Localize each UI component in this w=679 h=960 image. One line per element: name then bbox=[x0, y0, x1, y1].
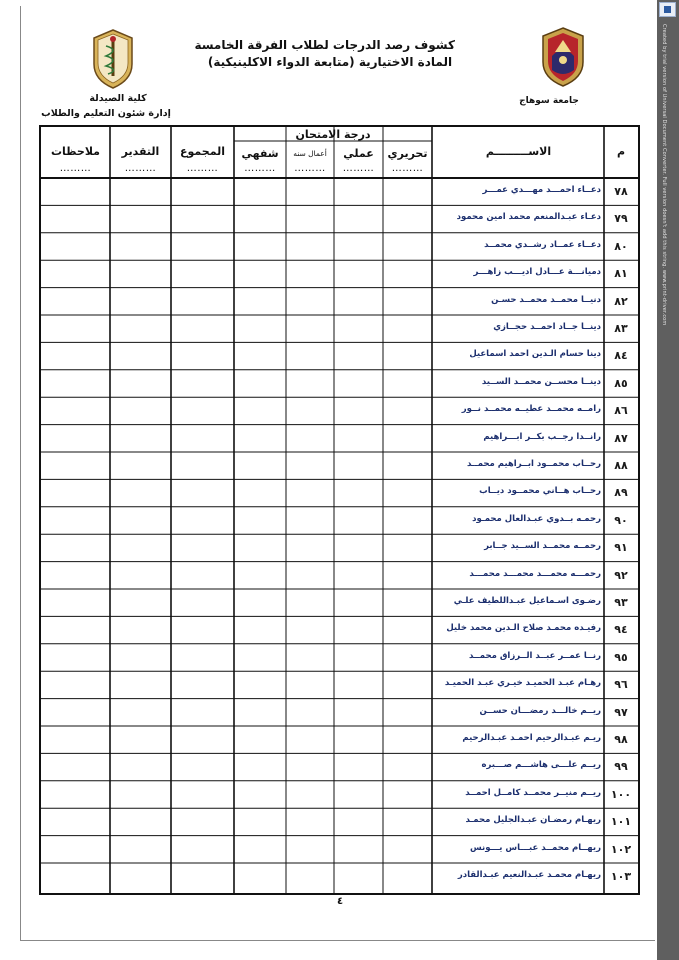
student-name: ريــم منيــر محمــد كامــل احمــد bbox=[465, 787, 601, 798]
student-name: دينــا جــاد احمــد حجــازي bbox=[493, 322, 601, 332]
column-header-yearwork: أعمال سنه bbox=[293, 149, 327, 158]
row-number: ٨٦ bbox=[614, 404, 628, 418]
student-name: دعـاء عبـدالمنعم محمد امين محمود bbox=[456, 212, 601, 223]
row-number: ٨٠ bbox=[614, 239, 628, 253]
row-number: ١٠٢ bbox=[610, 842, 632, 856]
row-number: ٩٢ bbox=[614, 568, 628, 582]
student-name: رامــه محمــد عطيــه محمــد نــور bbox=[461, 404, 601, 415]
dotted-blank: ……… bbox=[294, 163, 326, 174]
dotted-blank: ……… bbox=[124, 163, 157, 174]
student-name: رحمـــه محمـــد محمـــد محمـــد bbox=[469, 568, 601, 579]
column-header-written: تحريري bbox=[387, 147, 428, 160]
row-number: ٨٣ bbox=[614, 322, 628, 335]
dotted-blank: ……… bbox=[186, 163, 219, 174]
student-name: ريهـام محمـد عبـدالنعيم عبـدالقادر bbox=[457, 870, 601, 880]
row-number: ١٠٣ bbox=[610, 870, 632, 883]
page-subtitle: المادة الاختيارية (متابعة الدواء الاكلينيكية) bbox=[207, 55, 453, 69]
page-number: ٤ bbox=[336, 896, 344, 907]
row-number: ٨٩ bbox=[614, 486, 628, 500]
row-number: ٨٤ bbox=[614, 349, 628, 363]
row-number: ٨٥ bbox=[614, 376, 628, 390]
university-logo-icon bbox=[540, 26, 586, 88]
column-header-practical: عملي bbox=[343, 147, 374, 160]
faculty-logo-icon bbox=[90, 28, 136, 90]
student-name: ريــم خالـــد رمضـــان حســن bbox=[479, 705, 601, 716]
row-number: ١٠١ bbox=[610, 815, 632, 829]
student-name: دميانـــة عـــادل اديـــب زاهـــر bbox=[473, 267, 601, 278]
affairs-department: إدارة شئون التعليم والطلاب bbox=[41, 108, 171, 119]
column-header-notes: ملاحظات bbox=[51, 145, 100, 158]
row-number: ٩٦ bbox=[614, 678, 628, 692]
row-number: ٩٧ bbox=[614, 705, 628, 719]
row-number: ٨٨ bbox=[614, 459, 628, 472]
student-name: ريهــام محمــد عبـــاس يـــونس bbox=[470, 842, 601, 853]
student-name: دنيــا محمــد محمــد حسـن bbox=[491, 294, 601, 305]
page-title: كشوف رصد الدرجات لطلاب الفرقة الخامسة bbox=[194, 38, 455, 52]
row-number: ٩٤ bbox=[614, 623, 628, 637]
column-header-name: الاســـــــــم bbox=[485, 145, 552, 158]
student-name: رفيـده محمـد صلاح الـدين محمد خليل bbox=[446, 623, 601, 634]
row-number: ٧٩ bbox=[614, 212, 628, 226]
row-number: ٩٣ bbox=[614, 596, 628, 609]
row-number: ٧٨ bbox=[614, 185, 628, 198]
student-name: ريـم عبـدالرحيم احمـد عبـدالرحيم bbox=[462, 733, 601, 743]
student-name: رحمـه بــدوي عبـدالعال محمـود bbox=[472, 513, 601, 524]
student-name: رحــاب هــاني محمــود ديــاب bbox=[479, 486, 601, 497]
student-name: دينــا محســن محمــد الســيد bbox=[481, 376, 601, 387]
watermark-text: Created by trial version of Universal Document Converter. Full version doesn't add this string. www.print-driver.com bbox=[661, 24, 667, 326]
dotted-blank: ……… bbox=[244, 163, 276, 174]
student-name: رحــاب محمــود ابــراهيم محمــد bbox=[467, 459, 601, 469]
student-name: دينا حسام الـدين احمد اسماعيل bbox=[469, 349, 601, 360]
student-name: رهـام عبـد الحميـد خيـري عبـد الحميـد bbox=[444, 678, 601, 689]
column-header-oral: شفهي bbox=[241, 147, 279, 160]
column-header-total: المجموع bbox=[180, 145, 225, 158]
student-name: رحمــه محمــد الســيد جــابر bbox=[484, 541, 601, 552]
grades-table bbox=[39, 125, 640, 895]
student-name: رضـوى اسـماعيل عبـداللطيف علـي bbox=[453, 596, 601, 606]
row-number: ٨٧ bbox=[614, 431, 628, 445]
watermark-sidebar bbox=[657, 0, 679, 960]
row-number: ١٠٠ bbox=[610, 787, 632, 801]
column-header-grade: التقدير bbox=[121, 145, 160, 158]
row-number: ٨١ bbox=[614, 267, 628, 281]
student-name: دعــاء عمــاد رشــدي محمــد bbox=[484, 239, 601, 250]
student-name: ريــم علـــى هاشـــم صـــبره bbox=[481, 760, 601, 771]
student-name: ريهـام رمضـان عبـدالجليل محمـد bbox=[465, 815, 601, 826]
student-name: دعــاء احمـــد مهـــدي عمـــر bbox=[482, 185, 601, 195]
row-number: ٩٠ bbox=[614, 513, 628, 527]
row-number: ٩١ bbox=[614, 541, 628, 555]
column-group-exam: درجة الامتحان bbox=[295, 128, 371, 141]
row-number: ٩٨ bbox=[614, 733, 628, 746]
dotted-blank: ……… bbox=[59, 163, 92, 174]
dotted-blank: ……… bbox=[342, 163, 375, 174]
row-number: ٨٢ bbox=[614, 294, 628, 308]
university-name: جامعة سوهاج bbox=[519, 96, 579, 106]
row-number: ٩٩ bbox=[614, 760, 628, 774]
faculty-name: كلية الصيدلة bbox=[89, 93, 147, 104]
converter-logo-icon bbox=[659, 2, 676, 17]
student-name: رانــدا رجــب بكــر ابـــراهيم bbox=[483, 431, 601, 442]
dotted-blank: ……… bbox=[391, 163, 424, 174]
document-header bbox=[20, 18, 654, 123]
row-number: ٩٥ bbox=[614, 650, 628, 664]
column-header-number: م bbox=[616, 145, 626, 158]
student-name: رنــا عمــر عبــد الــرزاق محمــد bbox=[469, 650, 601, 661]
